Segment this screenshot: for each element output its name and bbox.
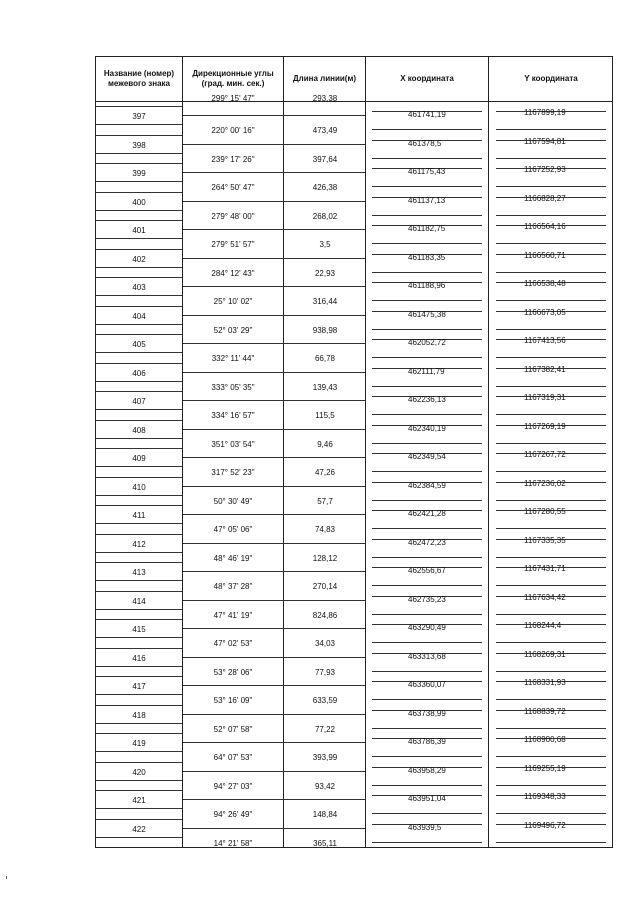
y-coordinate: 1169348,33 bbox=[524, 792, 566, 801]
row-divider bbox=[183, 657, 283, 658]
row-divider bbox=[96, 648, 182, 649]
header-x-coordinate: X координата bbox=[400, 74, 454, 83]
line-length: 115,5 bbox=[315, 411, 335, 420]
row-divider bbox=[372, 728, 482, 729]
x-coordinate: 462111,79 bbox=[408, 366, 445, 376]
direction-angle: 317° 52' 23" bbox=[211, 468, 255, 477]
row-divider bbox=[96, 751, 182, 752]
row-divider bbox=[96, 666, 182, 667]
row-divider bbox=[96, 477, 182, 478]
point-name: 409 bbox=[132, 454, 146, 463]
row-divider bbox=[496, 614, 606, 615]
direction-angle: 47° 41' 19" bbox=[213, 610, 253, 620]
row-divider bbox=[96, 676, 182, 677]
row-divider bbox=[183, 571, 283, 572]
point-name: 418 bbox=[132, 710, 146, 720]
row-divider bbox=[372, 414, 482, 415]
row-divider bbox=[96, 591, 182, 592]
row-divider bbox=[183, 543, 283, 544]
row-divider bbox=[96, 124, 182, 125]
row-divider bbox=[284, 714, 365, 715]
point-name: 422 bbox=[132, 824, 146, 834]
x-coordinate: 461378,5 bbox=[408, 138, 442, 148]
row-divider bbox=[372, 585, 482, 586]
line-length: 77,22 bbox=[314, 724, 336, 734]
point-name: 403 bbox=[132, 283, 146, 292]
y-coordinate: 1167269,19 bbox=[524, 421, 566, 431]
direction-angle: 48° 37' 28" bbox=[213, 582, 253, 591]
row-divider bbox=[496, 500, 606, 501]
row-divider bbox=[372, 471, 482, 472]
row-divider bbox=[284, 429, 365, 430]
row-divider bbox=[284, 372, 365, 373]
row-divider bbox=[96, 192, 182, 193]
line-length: 365,11 bbox=[313, 838, 337, 848]
row-divider bbox=[496, 785, 606, 786]
row-divider bbox=[496, 272, 606, 273]
direction-angle: 53° 16' 09" bbox=[213, 696, 253, 705]
row-divider bbox=[96, 438, 182, 439]
direction-angle: 94° 27' 03" bbox=[213, 781, 253, 791]
line-length: 393,99 bbox=[312, 753, 338, 762]
point-name: 415 bbox=[132, 625, 146, 634]
direction-angle: 48° 46' 19" bbox=[213, 553, 253, 563]
row-divider bbox=[183, 172, 283, 173]
row-divider bbox=[496, 756, 606, 757]
point-name: 406 bbox=[132, 368, 146, 378]
direction-angle: 332° 11' 44" bbox=[211, 354, 255, 363]
row-divider bbox=[96, 495, 182, 496]
row-divider bbox=[284, 457, 365, 458]
y-coordinate: 1168269,31 bbox=[524, 649, 566, 659]
row-divider bbox=[496, 329, 606, 330]
column-divider bbox=[365, 57, 366, 847]
row-divider bbox=[372, 158, 482, 159]
row-divider bbox=[372, 243, 482, 244]
row-divider bbox=[284, 771, 365, 772]
x-coordinate: 461137,13 bbox=[408, 195, 446, 205]
row-divider bbox=[96, 637, 182, 638]
line-length: 66,78 bbox=[314, 354, 336, 363]
y-coordinate: 1167382,41 bbox=[524, 364, 566, 374]
first-angle: 299° 15' 47" bbox=[211, 94, 255, 103]
row-divider bbox=[96, 580, 182, 581]
point-name: 404 bbox=[132, 311, 146, 321]
header-line-length: Длина линии(м) bbox=[292, 74, 357, 83]
row-divider bbox=[372, 386, 482, 387]
y-coordinate: 1168244,4 bbox=[524, 621, 562, 630]
row-divider bbox=[372, 500, 482, 501]
direction-angle: 25° 10' 02" bbox=[213, 297, 253, 306]
column-divider bbox=[488, 57, 489, 847]
row-divider bbox=[496, 158, 606, 159]
row-divider bbox=[96, 409, 182, 410]
x-coordinate: 462340,19 bbox=[408, 423, 446, 433]
line-length: 128,12 bbox=[312, 553, 338, 563]
row-divider bbox=[183, 144, 283, 145]
x-coordinate: 462556,67 bbox=[408, 566, 446, 575]
y-coordinate: 1167899,19 bbox=[524, 108, 566, 117]
direction-angle: 334° 16' 57" bbox=[211, 411, 255, 420]
point-name: 419 bbox=[132, 739, 146, 748]
row-divider bbox=[372, 813, 482, 814]
x-coordinate: 461188,96 bbox=[408, 281, 446, 290]
row-divider bbox=[96, 267, 182, 268]
row-divider bbox=[96, 523, 182, 524]
row-divider bbox=[96, 306, 182, 307]
direction-angle: 279° 51' 57" bbox=[211, 240, 255, 249]
row-divider bbox=[96, 790, 182, 791]
row-divider bbox=[496, 471, 606, 472]
row-divider bbox=[496, 842, 606, 843]
point-name: 410 bbox=[132, 482, 146, 492]
row-divider bbox=[284, 799, 365, 800]
row-divider bbox=[496, 300, 606, 301]
y-coordinate: 1166564,16 bbox=[524, 222, 566, 231]
direction-angle: 14° 21' 58" bbox=[213, 838, 253, 848]
row-divider bbox=[96, 210, 182, 211]
x-coordinate: 461175,43 bbox=[408, 167, 446, 176]
line-length: 938,98 bbox=[312, 325, 338, 335]
row-divider bbox=[96, 295, 182, 296]
line-length: 148,84 bbox=[312, 810, 338, 819]
row-divider bbox=[183, 514, 283, 515]
line-length: 74,83 bbox=[314, 525, 336, 534]
line-length: 9,46 bbox=[317, 439, 333, 449]
line-length: 77,93 bbox=[314, 667, 336, 677]
x-coordinate: 463951,04 bbox=[408, 794, 446, 803]
point-name: 398 bbox=[132, 140, 146, 150]
row-divider bbox=[284, 486, 365, 487]
y-coordinate: 1167413,56 bbox=[524, 336, 566, 345]
point-name: 399 bbox=[132, 169, 146, 178]
direction-angle: 53° 28' 06" bbox=[213, 667, 253, 677]
y-coordinate: 1166560,71 bbox=[524, 250, 566, 260]
direction-angle: 264° 50' 47" bbox=[211, 183, 255, 192]
x-coordinate: 462421,28 bbox=[408, 509, 446, 518]
header-point-name: Название (номер) межевого знака bbox=[103, 69, 175, 88]
line-length: 473,49 bbox=[312, 126, 338, 135]
direction-angle: 47° 05' 06" bbox=[213, 525, 253, 534]
row-divider bbox=[96, 238, 182, 239]
row-divider bbox=[372, 642, 482, 643]
row-divider bbox=[96, 334, 182, 335]
row-divider bbox=[496, 557, 606, 558]
row-divider bbox=[183, 400, 283, 401]
row-divider bbox=[183, 315, 283, 316]
row-divider bbox=[96, 420, 182, 421]
point-name: 417 bbox=[132, 682, 146, 691]
row-divider bbox=[96, 391, 182, 392]
row-divider bbox=[496, 386, 606, 387]
row-divider bbox=[496, 129, 606, 130]
row-divider bbox=[96, 363, 182, 364]
y-coordinate: 1166673,05 bbox=[524, 307, 566, 317]
y-coordinate: 1166538,48 bbox=[524, 279, 566, 288]
line-length: 34,03 bbox=[314, 639, 336, 648]
line-length: 93,42 bbox=[314, 781, 336, 791]
x-coordinate: 463958,29 bbox=[408, 765, 446, 775]
row-divider bbox=[96, 733, 182, 734]
row-divider bbox=[183, 429, 283, 430]
point-name: 420 bbox=[132, 767, 146, 777]
direction-angle: 351° 03' 54" bbox=[211, 439, 255, 449]
header-y-coordinate: Y координата bbox=[524, 74, 578, 83]
row-divider bbox=[96, 705, 182, 706]
row-divider bbox=[183, 229, 283, 230]
line-length: 3,5 bbox=[319, 240, 331, 249]
row-divider bbox=[496, 215, 606, 216]
row-divider bbox=[372, 699, 482, 700]
row-divider bbox=[372, 300, 482, 301]
row-divider bbox=[183, 343, 283, 344]
y-coordinate: 1167335,35 bbox=[524, 535, 566, 545]
row-divider bbox=[372, 215, 482, 216]
row-divider bbox=[496, 699, 606, 700]
row-divider bbox=[183, 799, 283, 800]
row-divider bbox=[183, 600, 283, 601]
row-divider bbox=[372, 528, 482, 529]
row-divider bbox=[96, 534, 182, 535]
row-divider bbox=[96, 249, 182, 250]
row-divider bbox=[496, 528, 606, 529]
line-length: 22,93 bbox=[314, 268, 336, 278]
direction-angle: 52° 03' 29" bbox=[213, 325, 253, 335]
line-length: 268,02 bbox=[312, 211, 338, 221]
row-divider bbox=[284, 600, 365, 601]
row-divider bbox=[496, 671, 606, 672]
row-divider bbox=[183, 286, 283, 287]
x-coordinate: 463786,39 bbox=[408, 737, 446, 746]
row-divider bbox=[183, 771, 283, 772]
row-divider bbox=[284, 343, 365, 344]
point-name: 416 bbox=[132, 653, 146, 663]
row-divider bbox=[96, 762, 182, 763]
point-name: 408 bbox=[132, 425, 146, 435]
point-name: 405 bbox=[132, 340, 146, 349]
row-divider bbox=[96, 780, 182, 781]
row-divider bbox=[372, 357, 482, 358]
row-divider bbox=[183, 372, 283, 373]
row-divider bbox=[284, 315, 365, 316]
y-coordinate: 1167319,31 bbox=[524, 393, 566, 402]
row-divider bbox=[183, 628, 283, 629]
line-length: 316,44 bbox=[312, 297, 338, 306]
row-divider bbox=[96, 505, 182, 506]
direction-angle: 52° 07' 58" bbox=[213, 724, 253, 734]
row-divider bbox=[96, 135, 182, 136]
row-divider bbox=[96, 153, 182, 154]
row-divider bbox=[284, 514, 365, 515]
row-divider bbox=[284, 657, 365, 658]
x-coordinate: 462236,13 bbox=[408, 395, 446, 404]
row-divider bbox=[284, 828, 365, 829]
row-divider bbox=[372, 756, 482, 757]
row-divider bbox=[96, 609, 182, 610]
line-length: 426,38 bbox=[312, 183, 338, 192]
point-name: 421 bbox=[132, 796, 146, 805]
point-name: 407 bbox=[132, 397, 146, 406]
row-divider bbox=[183, 115, 283, 116]
x-coordinate: 462384,59 bbox=[408, 480, 446, 490]
x-coordinate: 463313,68 bbox=[408, 651, 446, 661]
row-divider bbox=[284, 742, 365, 743]
row-divider bbox=[372, 329, 482, 330]
row-divider bbox=[372, 785, 482, 786]
row-divider bbox=[183, 486, 283, 487]
point-name: 401 bbox=[132, 226, 146, 235]
line-length: 47,26 bbox=[314, 468, 336, 477]
row-divider bbox=[372, 671, 482, 672]
row-divider bbox=[96, 381, 182, 382]
row-divider bbox=[96, 181, 182, 182]
row-divider bbox=[372, 186, 482, 187]
row-divider bbox=[284, 229, 365, 230]
point-name: 412 bbox=[132, 539, 146, 549]
y-coordinate: 1168900,68 bbox=[524, 735, 566, 744]
row-divider bbox=[496, 813, 606, 814]
x-coordinate: 463290,49 bbox=[408, 623, 446, 632]
row-divider bbox=[96, 694, 182, 695]
y-coordinate: 1168839,72 bbox=[524, 706, 566, 716]
point-name: 400 bbox=[132, 197, 146, 207]
direction-angle: 64° 07' 53" bbox=[213, 753, 253, 762]
first-length: 293,38 bbox=[312, 94, 338, 103]
row-divider bbox=[284, 286, 365, 287]
x-coordinate: 462052,72 bbox=[408, 338, 446, 347]
row-divider bbox=[183, 201, 283, 202]
row-divider bbox=[96, 723, 182, 724]
y-coordinate: 1167252,93 bbox=[524, 165, 566, 174]
row-divider bbox=[284, 172, 365, 173]
row-divider bbox=[96, 562, 182, 563]
y-coordinate: 1167280,55 bbox=[524, 507, 566, 516]
row-divider bbox=[284, 628, 365, 629]
row-divider bbox=[183, 714, 283, 715]
direction-angle: 50° 30' 49" bbox=[213, 496, 253, 506]
y-coordinate: 1167634,42 bbox=[524, 592, 566, 602]
row-divider bbox=[372, 272, 482, 273]
column-divider bbox=[283, 57, 284, 847]
row-divider bbox=[496, 414, 606, 415]
point-name: 411 bbox=[132, 511, 146, 520]
line-length: 824,86 bbox=[312, 610, 338, 620]
row-divider bbox=[496, 243, 606, 244]
row-divider bbox=[96, 837, 182, 838]
y-coordinate: 1167431,71 bbox=[524, 564, 566, 573]
direction-angle: 279° 48' 00" bbox=[211, 211, 255, 221]
row-divider bbox=[372, 614, 482, 615]
row-divider bbox=[284, 115, 365, 116]
row-divider bbox=[183, 258, 283, 259]
row-divider bbox=[183, 457, 283, 458]
row-divider bbox=[96, 448, 182, 449]
direction-angle: 284° 12' 43" bbox=[211, 268, 255, 278]
x-coordinate: 461741,19 bbox=[408, 110, 446, 119]
direction-angle: 333° 05' 35" bbox=[211, 382, 255, 392]
x-coordinate: 462349,54 bbox=[408, 452, 446, 461]
row-divider bbox=[372, 842, 482, 843]
row-divider bbox=[496, 357, 606, 358]
row-divider bbox=[96, 324, 182, 325]
row-divider bbox=[284, 258, 365, 259]
row-divider bbox=[284, 571, 365, 572]
line-length: 633,59 bbox=[312, 696, 338, 705]
direction-angle: 220° 00' 16" bbox=[211, 126, 255, 135]
direction-angle: 239° 17' 26" bbox=[211, 154, 255, 164]
row-divider bbox=[183, 742, 283, 743]
row-divider bbox=[96, 106, 182, 107]
row-divider bbox=[496, 443, 606, 444]
x-coordinate: 461183,35 bbox=[408, 252, 446, 262]
scan-mark bbox=[6, 876, 7, 879]
row-divider bbox=[96, 619, 182, 620]
y-coordinate: 1169496,72 bbox=[524, 820, 566, 830]
row-divider bbox=[284, 400, 365, 401]
x-coordinate: 463360,07 bbox=[408, 680, 446, 689]
y-coordinate: 1168331,93 bbox=[524, 678, 566, 687]
row-divider bbox=[284, 685, 365, 686]
y-coordinate: 1167267,72 bbox=[524, 450, 566, 459]
row-divider bbox=[496, 186, 606, 187]
row-divider bbox=[96, 220, 182, 221]
x-coordinate: 461182,75 bbox=[408, 224, 446, 233]
row-divider bbox=[96, 163, 182, 164]
row-divider bbox=[284, 543, 365, 544]
row-divider bbox=[96, 808, 182, 809]
row-divider bbox=[284, 144, 365, 145]
row-divider bbox=[284, 201, 365, 202]
point-name: 397 bbox=[132, 112, 146, 121]
row-divider bbox=[96, 819, 182, 820]
x-coordinate: 462472,23 bbox=[408, 537, 446, 547]
y-coordinate: 1167236,02 bbox=[524, 478, 566, 488]
y-coordinate: 1169255,19 bbox=[524, 763, 566, 773]
row-divider bbox=[96, 552, 182, 553]
row-divider bbox=[96, 466, 182, 467]
row-divider bbox=[183, 828, 283, 829]
line-length: 397,64 bbox=[312, 154, 338, 164]
row-divider bbox=[372, 443, 482, 444]
point-name: 413 bbox=[132, 568, 146, 577]
header-direction-angle: Дирекционные углы (град. мин. сек.) bbox=[192, 69, 274, 88]
row-divider bbox=[372, 129, 482, 130]
coordinates-table bbox=[95, 56, 613, 848]
row-divider bbox=[183, 685, 283, 686]
line-length: 57,7 bbox=[317, 496, 333, 506]
row-divider bbox=[96, 352, 182, 353]
column-divider bbox=[182, 57, 183, 847]
row-divider bbox=[372, 557, 482, 558]
row-divider bbox=[496, 728, 606, 729]
y-coordinate: 1166828,27 bbox=[524, 193, 566, 203]
point-name: 402 bbox=[132, 254, 146, 264]
direction-angle: 94° 26' 49" bbox=[213, 810, 253, 819]
direction-angle: 47° 02' 53" bbox=[213, 639, 253, 648]
line-length: 139,43 bbox=[312, 382, 338, 392]
row-divider bbox=[496, 642, 606, 643]
x-coordinate: 463939,5 bbox=[408, 822, 442, 832]
row-divider bbox=[96, 277, 182, 278]
x-coordinate: 462735,23 bbox=[408, 594, 446, 604]
x-coordinate: 463738,99 bbox=[408, 708, 446, 718]
row-divider bbox=[496, 585, 606, 586]
line-length: 270,14 bbox=[312, 582, 338, 591]
y-coordinate: 1167594,81 bbox=[524, 136, 566, 146]
point-name: 414 bbox=[132, 596, 146, 606]
x-coordinate: 461475,38 bbox=[408, 309, 446, 319]
